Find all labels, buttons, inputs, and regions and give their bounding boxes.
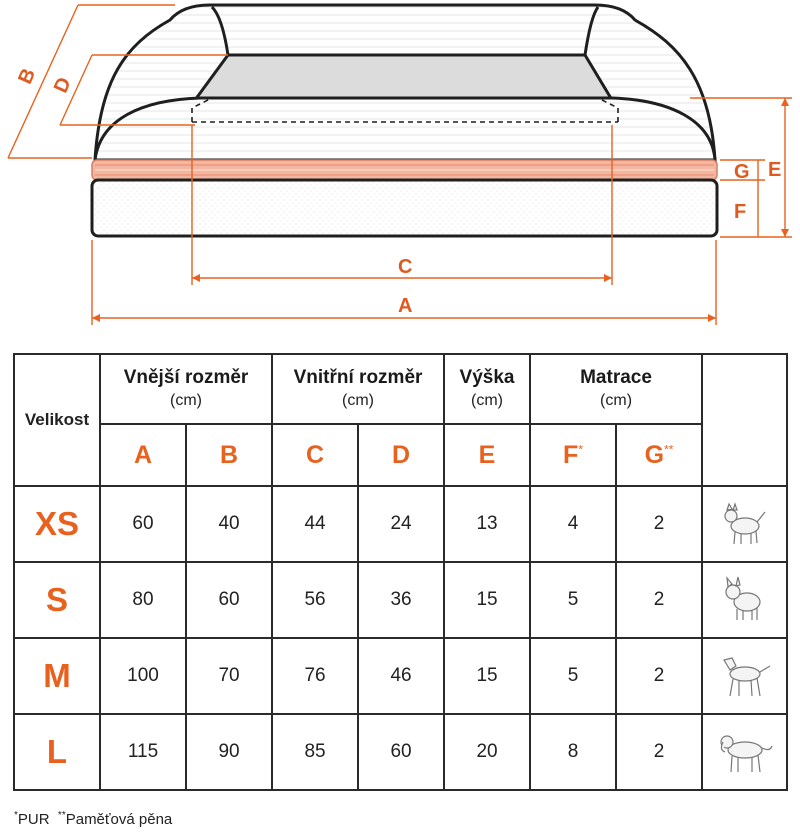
height-unit: (cm) [471, 392, 503, 409]
value-a: 80 [132, 589, 154, 610]
height-title: Výška [459, 367, 515, 388]
col-e-label: E [478, 440, 496, 469]
dim-label-c: C [398, 256, 413, 278]
value-f: 4 [567, 513, 579, 534]
header-inner [272, 354, 444, 424]
size-label: M [43, 657, 71, 694]
value-c: 85 [304, 741, 326, 762]
size-label: S [45, 581, 68, 618]
col-f-mark: * [578, 442, 583, 457]
value-d: 60 [390, 741, 412, 762]
col-f-label: F [563, 440, 579, 469]
value-f: 8 [567, 741, 579, 762]
col-a [100, 424, 186, 486]
value-e: 15 [476, 589, 498, 610]
inner-unit: (cm) [342, 392, 374, 409]
dim-label-e: E [768, 159, 782, 181]
col-g-label: G [644, 440, 665, 469]
inner-title: Vnitřní rozměr [293, 367, 423, 388]
bed-bolster [95, 5, 715, 160]
footnote [14, 810, 172, 828]
value-c: 76 [304, 665, 326, 686]
table-row [14, 486, 787, 562]
value-f: 5 [567, 589, 579, 610]
value-b: 70 [218, 665, 240, 686]
value-a: 115 [127, 741, 159, 762]
col-g-mark: ** [664, 442, 674, 457]
value-a: 60 [132, 513, 154, 534]
footnote-text-1: PUR [17, 811, 50, 828]
value-f: 5 [567, 665, 579, 686]
value-g: 2 [653, 589, 665, 610]
french-bulldog-icon [719, 574, 771, 626]
value-b: 60 [218, 589, 240, 610]
col-c [272, 424, 358, 486]
value-d: 24 [390, 513, 412, 534]
value-d: 36 [390, 589, 412, 610]
bed-base [92, 180, 717, 236]
outer-unit: (cm) [170, 392, 202, 409]
value-g: 2 [653, 665, 665, 686]
value-c: 44 [304, 513, 326, 534]
header-icon-col [702, 354, 787, 486]
value-e: 20 [476, 741, 498, 762]
value-b: 90 [218, 741, 240, 762]
mattress-unit: (cm) [600, 392, 633, 409]
dim-label-d: D [49, 74, 76, 97]
small-terrier-dog-icon [719, 498, 771, 550]
outer-title: Vnější rozměr [123, 367, 249, 388]
pointer-dog-icon [717, 650, 773, 702]
mattress-title: Matrace [580, 367, 652, 388]
footnote-mark-1: * [14, 810, 18, 821]
dim-label-b: B [14, 65, 41, 88]
bed-dimension-diagram [0, 0, 800, 340]
dim-label-a: A [398, 295, 413, 317]
header-outer [100, 354, 272, 424]
col-a-label: A [133, 440, 153, 469]
footnote-text-2: Paměťová pěna [65, 811, 173, 828]
dim-label-f: F [734, 201, 747, 223]
value-e: 15 [476, 665, 498, 686]
col-f [530, 424, 616, 486]
col-g [616, 424, 702, 486]
velikost-label: Velikost [24, 410, 90, 429]
value-g: 2 [653, 513, 665, 534]
size-label: L [46, 733, 68, 770]
col-d [358, 424, 444, 486]
value-d: 46 [390, 665, 412, 686]
header-height [444, 354, 530, 424]
footnote-mark-2: ** [57, 810, 66, 821]
value-g: 2 [653, 741, 665, 762]
header-mattress [530, 354, 702, 424]
table-row [14, 562, 787, 638]
col-b [186, 424, 272, 486]
col-e [444, 424, 530, 486]
table-row [14, 638, 787, 714]
col-d-label: D [391, 440, 411, 469]
value-b: 40 [218, 513, 240, 534]
size-table [13, 353, 788, 791]
value-e: 13 [476, 513, 498, 534]
header-velikost [14, 354, 100, 486]
col-c-label: C [305, 440, 325, 469]
col-b-label: B [219, 440, 239, 469]
size-label: XS [34, 505, 80, 542]
dim-label-g: G [734, 161, 750, 183]
mattress-layer [92, 160, 717, 180]
table-row [14, 714, 787, 790]
value-c: 56 [304, 589, 326, 610]
value-a: 100 [127, 665, 159, 686]
retriever-dog-icon [715, 726, 775, 778]
